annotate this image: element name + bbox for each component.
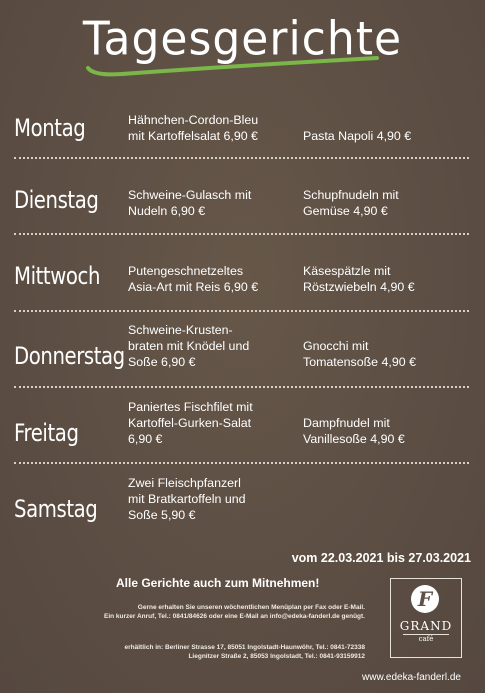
logo-letter-icon: F: [411, 585, 439, 613]
dotted-separator: [14, 157, 469, 159]
dish-vegetarian: Pasta Napoli 4,90 €: [303, 129, 412, 143]
dish-vegetarian: Gnocchi mit Tomatensoße 4,90 €: [303, 339, 416, 369]
dish-main: Hähnchen-Cordon-Bleu mit Kartoffelsalat 6,90 €: [128, 113, 259, 143]
address-line: Liegnitzer Straße 2, 85053 Ingolstadt, Tel.: 0841-93159912: [188, 653, 365, 660]
logo-name: GRAND: [399, 619, 453, 633]
website-link[interactable]: www.edeka-fanderl.de: [362, 672, 461, 683]
grand-cafe-logo: [390, 578, 462, 658]
info-line: Gerne erhalten Sie unseren wöchentlichen Menüplan per Fax oder E-Mail.: [137, 604, 365, 611]
day-label: Samstag: [14, 495, 98, 523]
dish-vegetarian: Dampfnudel mit Vanillesoße 4,90 €: [303, 416, 405, 446]
dish-main: Putengeschnetzeltes Asia-Art mit Reis 6,90 €: [128, 264, 259, 294]
dish-vegetarian: Käsespätzle mit Röstzwiebeln 4,90 €: [303, 264, 415, 294]
day-label: Mittwoch: [14, 262, 101, 290]
info-line: Ein kurzer Anruf, Tel.: 0841/84626 oder eine E-Mail an info@edeka-fanderl.de genügt.: [104, 613, 365, 620]
takeaway-notice: Alle Gerichte auch zum Mitnehmen!: [116, 576, 320, 590]
dotted-separator: [14, 233, 469, 235]
dotted-separator: [14, 310, 469, 312]
address-line: erhältlich in: Berliner Strasse 17, 85051 Ingolstadt-Haunwöhr, Tel.: 0841-72338: [124, 644, 365, 651]
day-label: Freitag: [14, 419, 79, 447]
logo-subtitle: café: [418, 635, 434, 643]
dish-main: Schweine-Krusten- braten mit Knödel und Soße 6,90 €: [128, 323, 250, 369]
day-label: Dienstag: [14, 186, 99, 214]
day-label: Donnerstag: [14, 342, 125, 370]
date-range: vom 22.03.2021 bis 27.03.2021: [291, 551, 471, 565]
page-title: Tagesgerichte: [82, 12, 403, 67]
green-swoosh-underline: [82, 50, 382, 80]
day-label: Montag: [14, 114, 86, 142]
dotted-separator: [14, 462, 469, 464]
dotted-separator: [14, 386, 469, 388]
dish-main: Paniertes Fischfilet mit Kartoffel-Gurken-Salat 6,90 €: [128, 400, 253, 446]
dish-main: Schweine-Gulasch mit Nudeln 6,90 €: [128, 188, 252, 218]
dish-main: Zwei Fleischpfanzerl mit Bratkartoffeln und Soße 5,90 €: [128, 476, 246, 522]
dish-vegetarian: Schupfnudeln mit Gemüse 4,90 €: [303, 188, 399, 218]
